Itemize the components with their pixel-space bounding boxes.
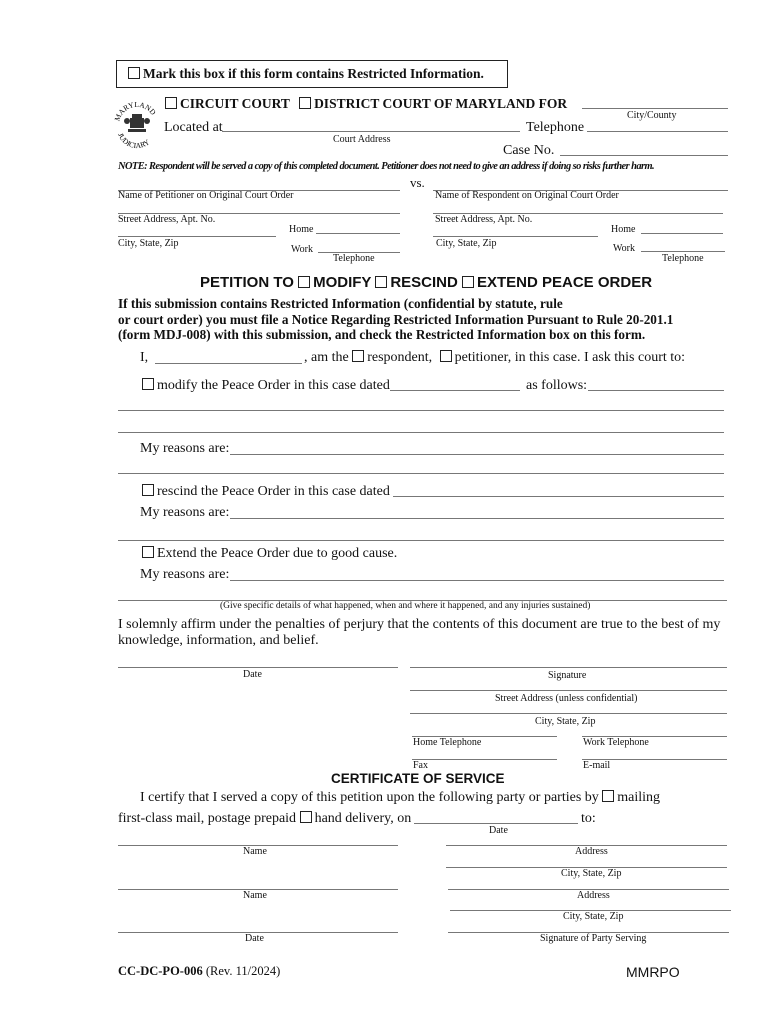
service-date-caption: Date	[489, 825, 508, 836]
modify-details-line[interactable]	[118, 432, 724, 433]
affirmation-line: knowledge, information, and belief.	[118, 633, 319, 648]
circuit-court-label: CIRCUIT COURT	[180, 96, 290, 111]
court-telephone-field[interactable]	[587, 131, 728, 132]
served-name-caption-1: Name	[243, 846, 267, 857]
party-name-field[interactable]	[155, 363, 302, 364]
certificate-line-2	[118, 811, 411, 827]
rescind-checkbox[interactable]	[142, 484, 154, 496]
certificate-date-caption: Date	[245, 933, 264, 944]
petitioner-work-caption: Work	[291, 244, 313, 255]
form-code: MMRPO	[626, 964, 680, 980]
petitioner-name-caption: Name of Petitioner on Original Court Order	[118, 190, 294, 201]
form-number	[118, 964, 280, 979]
first-class-mail-label: first-class mail, postage prepaid	[118, 811, 297, 826]
respondent-city-field[interactable]	[433, 236, 598, 237]
modify-details-line[interactable]	[118, 410, 724, 411]
filer-city-caption: City, State, Zip	[535, 716, 596, 727]
served-city-caption-2: City, State, Zip	[563, 911, 624, 922]
respondent-name-caption: Name of Respondent on Original Court Order	[435, 190, 619, 201]
restricted-notice-line: or court order) you must file a Notice Regarding Restricted Information Pursuant to Rule 20-201.1	[118, 311, 674, 327]
respondent-street-caption: Street Address, Apt. No.	[435, 214, 533, 225]
petition-title	[200, 274, 652, 291]
fax-field[interactable]	[412, 759, 557, 760]
petitioner-label: petitioner, in this case. I ask this court to:	[454, 350, 686, 365]
district-court-label: DISTRICT COURT OF MARYLAND FOR	[314, 96, 568, 111]
seal-text-bottom: JUDICIARY	[116, 131, 152, 150]
filer-street-caption: Street Address (unless confidential)	[495, 693, 638, 704]
service-date-field[interactable]	[414, 823, 578, 824]
restricted-info-row	[128, 66, 484, 82]
district-court-checkbox[interactable]	[299, 97, 311, 109]
petitioner-city-caption: City, State, Zip	[118, 238, 179, 249]
as-follows-field[interactable]	[588, 390, 724, 391]
extend-row	[142, 546, 397, 562]
affirm-date-caption: Date	[243, 669, 262, 680]
case-no-label: Case No.	[503, 143, 555, 158]
title-modify: MODIFY	[313, 274, 372, 291]
am-the-label: , am the	[304, 350, 349, 365]
served-city-caption-1: City, State, Zip	[561, 868, 622, 879]
petitioner-telephone-caption: Telephone	[333, 253, 375, 264]
affirmation	[118, 617, 720, 649]
court-selection	[165, 96, 567, 112]
rescind-title-checkbox[interactable]	[375, 276, 387, 288]
located-at-label: Located at	[164, 120, 223, 135]
certificate-title: CERTIFICATE OF SERVICE	[331, 771, 505, 786]
rescind-reasons-line[interactable]	[118, 540, 724, 541]
title-petition-to: PETITION TO	[200, 274, 294, 291]
city-county-caption: City/County	[627, 110, 677, 121]
restricted-notice-line: (form MDJ-008) with this submission, and check the Restricted Information box on this form.	[118, 327, 646, 342]
modify-reasons-line[interactable]	[118, 473, 724, 474]
respondent-checkbox[interactable]	[352, 350, 364, 362]
role-row	[304, 350, 685, 366]
home-telephone-caption: Home Telephone	[413, 737, 482, 748]
maryland-judiciary-seal	[110, 96, 164, 150]
email-caption: E-mail	[583, 760, 611, 771]
modify-reasons-field[interactable]	[230, 454, 724, 455]
served-name-caption-2: Name	[243, 890, 267, 901]
restricted-notice-line: If this submission contains Restricted Information (confidential by statute, rule	[118, 296, 563, 311]
party-serving-signature-caption: Signature of Party Serving	[540, 933, 647, 944]
court-telephone-label: Telephone	[526, 120, 585, 135]
extend-label: Extend the Peace Order due to good cause.	[157, 546, 398, 561]
extend-title-checkbox[interactable]	[462, 276, 474, 288]
petitioner-home-field[interactable]	[316, 233, 400, 234]
rescind-row	[142, 484, 390, 500]
petitioner-street-caption: Street Address, Apt. No.	[118, 214, 216, 225]
extend-reasons-field[interactable]	[230, 580, 724, 581]
certificate-text: I certify that I served a copy of this petition upon the following party or parties by	[140, 790, 599, 805]
restricted-notice	[118, 296, 673, 343]
restricted-checkbox[interactable]	[128, 67, 140, 79]
respondent-home-caption: Home	[611, 224, 636, 235]
respondent-work-field[interactable]	[641, 251, 725, 252]
details-instruction: (Give specific details of what happened, when and where it happened, and any injuries sustained)	[220, 601, 591, 611]
court-address-caption: Court Address	[333, 134, 391, 145]
modify-reasons-label: My reasons are:	[140, 441, 230, 456]
rescind-reasons-field[interactable]	[230, 518, 724, 519]
modify-title-checkbox[interactable]	[298, 276, 310, 288]
form-number-code: CC-DC-PO-006	[118, 964, 203, 978]
rescind-date-field[interactable]	[393, 496, 724, 497]
mailing-label: mailing	[617, 790, 661, 805]
signature-caption: Signature	[548, 670, 587, 681]
affirm-date-field[interactable]	[118, 667, 398, 668]
form-revision: (Rev. 11/2024)	[205, 964, 281, 978]
city-county-field[interactable]	[582, 108, 728, 109]
modify-checkbox[interactable]	[142, 378, 154, 390]
respondent-telephone-caption: Telephone	[662, 253, 704, 264]
extend-checkbox[interactable]	[142, 546, 154, 558]
restricted-label: Mark this box if this form contains Restricted Information.	[143, 66, 484, 81]
title-rescind: RESCIND	[390, 274, 458, 291]
circuit-court-checkbox[interactable]	[165, 97, 177, 109]
case-no-field[interactable]	[560, 155, 728, 156]
i-label: I,	[140, 350, 149, 365]
signature-field[interactable]	[410, 667, 727, 668]
as-follows-label: as follows:	[526, 378, 588, 393]
seal-text-top: MARYLAND	[112, 99, 158, 123]
modify-row	[142, 378, 390, 394]
hand-delivery-checkbox[interactable]	[300, 811, 312, 823]
title-extend: EXTEND PEACE ORDER	[477, 274, 653, 291]
extend-reasons-label: My reasons are:	[140, 567, 230, 582]
modify-date-field[interactable]	[390, 390, 520, 391]
respondent-label: respondent,	[367, 350, 433, 365]
mailing-checkbox[interactable]	[602, 790, 614, 802]
hand-delivery-label: hand delivery, on	[314, 811, 412, 826]
svg-text:JUDICIARY	[116, 132, 152, 150]
served-address-caption-2: Address	[577, 890, 610, 901]
respondent-work-caption: Work	[613, 243, 635, 254]
work-telephone-caption: Work Telephone	[583, 737, 649, 748]
versus-label: vs.	[410, 175, 425, 190]
filer-city-field[interactable]	[410, 713, 727, 714]
affirmation-line: I solemnly affirm under the penalties of perjury that the contents of this document are true to the best of my	[118, 617, 721, 632]
petitioner-city-field[interactable]	[118, 236, 276, 237]
rescind-reasons-label: My reasons are:	[140, 505, 230, 520]
to-label: to:	[581, 811, 596, 826]
served-address-caption-1: Address	[575, 846, 608, 857]
respondent-city-caption: City, State, Zip	[436, 238, 497, 249]
fax-caption: Fax	[413, 760, 428, 771]
respondent-home-field[interactable]	[641, 233, 723, 234]
petitioner-home-caption: Home	[289, 224, 314, 235]
rescind-label: rescind the Peace Order in this case dated	[157, 484, 390, 499]
respondent-note: NOTE: Respondent will be served a copy of this completed document. Petitioner does not need to give an address if doing so risks further harm.	[118, 161, 655, 172]
court-address-field[interactable]	[222, 131, 520, 132]
petitioner-checkbox[interactable]	[440, 350, 452, 362]
modify-label: modify the Peace Order in this case dated	[157, 378, 390, 393]
certificate-line-1	[140, 790, 660, 806]
filer-street-field[interactable]	[410, 690, 727, 691]
